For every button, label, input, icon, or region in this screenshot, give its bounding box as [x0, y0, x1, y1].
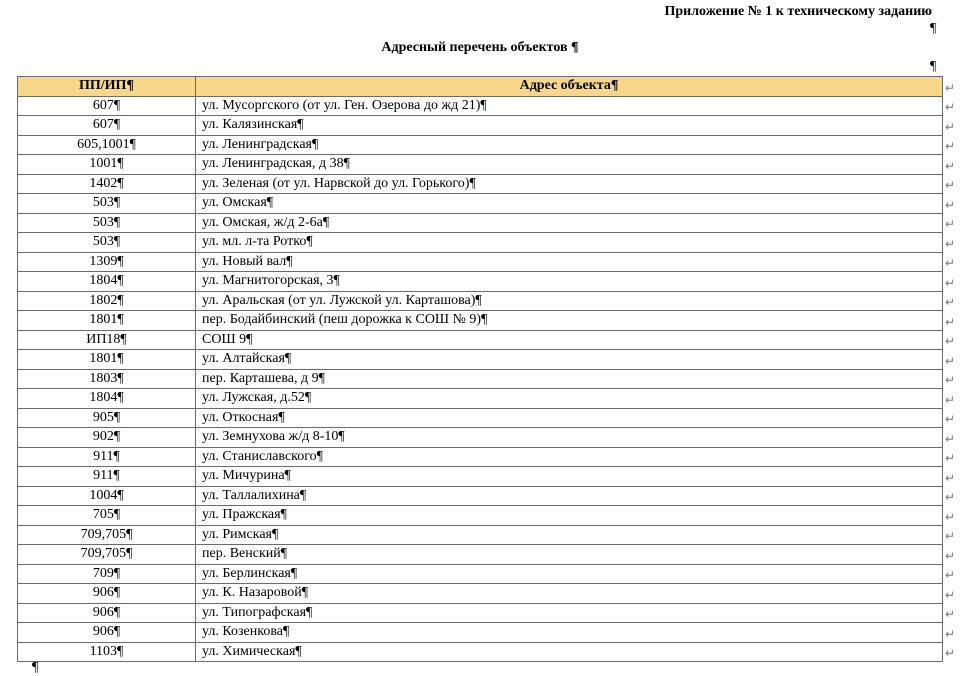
object-address-cell: ул. Новый вал¶ — [196, 252, 943, 272]
row-end-mark: ↵ — [944, 256, 956, 270]
row-end-mark: ↵ — [944, 470, 956, 485]
row-end-mark: ↵ — [944, 119, 956, 134]
row-end-mark: ↵ — [944, 587, 956, 602]
object-address-cell: пер. Бодайбинский (пеш дорожка к СОШ № 9)¶ — [196, 311, 943, 331]
row-end-mark: ↵ — [944, 217, 956, 231]
object-code-cell: 906¶ — [18, 603, 196, 623]
table-row — [18, 506, 943, 526]
object-address-cell: ул. Таллалихина¶ — [196, 486, 943, 506]
object-code-cell: 1103¶ — [18, 642, 196, 662]
row-end-mark: ↵ — [944, 451, 956, 465]
object-code-cell: 905¶ — [18, 408, 196, 428]
row-end-mark: ↵ — [944, 626, 956, 641]
table-row — [18, 194, 943, 214]
object-address-cell: ул. Алтайская¶ — [196, 350, 943, 370]
object-code-cell: 1804¶ — [18, 389, 196, 409]
table-row — [18, 603, 943, 623]
object-code-cell: 705¶ — [18, 506, 196, 526]
paragraph-mark: ¶ — [930, 59, 937, 74]
paragraph-mark: ¶ — [32, 660, 39, 675]
object-code-cell: 607¶ — [18, 116, 196, 136]
object-code-cell: 911¶ — [18, 447, 196, 467]
table-row — [18, 311, 943, 331]
object-address-cell: ул. Аральская (от ул. Лужской ул. Карташова)¶ — [196, 291, 943, 311]
object-address-cell: ул. Омская¶ — [196, 194, 943, 214]
table-row — [18, 389, 943, 409]
object-address-cell: ул. Берлинская¶ — [196, 564, 943, 584]
address-table — [17, 76, 943, 662]
object-address-cell: ул. Лужская, д.52¶ — [196, 389, 943, 409]
table-row — [18, 330, 943, 350]
table-row — [18, 428, 943, 448]
table-row — [18, 408, 943, 428]
table-row — [18, 252, 943, 272]
object-address-cell: ул. Мусоргского (от ул. Ген. Озерова до жд 21)¶ — [196, 96, 943, 116]
table-row — [18, 213, 943, 233]
row-end-mark: ↵ — [944, 509, 956, 524]
row-end-mark: ↵ — [944, 139, 956, 153]
table-row — [18, 447, 943, 467]
object-code-cell: 503¶ — [18, 194, 196, 214]
table-row — [18, 174, 943, 194]
object-address-cell: ул. Козенкова¶ — [196, 623, 943, 643]
row-end-mark: ↵ — [944, 178, 956, 192]
object-address-cell: ул. Ленинградская, д 38¶ — [196, 155, 943, 175]
object-code-cell: 906¶ — [18, 623, 196, 643]
object-address-cell: ул. Мичурина¶ — [196, 467, 943, 487]
object-code-cell: 503¶ — [18, 213, 196, 233]
table-row — [18, 291, 943, 311]
object-address-cell: пер. Карташева, д 9¶ — [196, 369, 943, 389]
table-row — [18, 564, 943, 584]
object-code-cell: 1309¶ — [18, 252, 196, 272]
row-end-mark: ↵ — [944, 295, 956, 309]
row-end-mark: ↵ — [944, 80, 956, 95]
object-code-cell: 1004¶ — [18, 486, 196, 506]
table-row — [18, 369, 943, 389]
row-end-mark: ↵ — [944, 412, 956, 426]
object-code-cell: 709,705¶ — [18, 545, 196, 565]
object-code-cell: 906¶ — [18, 584, 196, 604]
object-code-cell: 1801¶ — [18, 311, 196, 331]
column-header-code: ПП/ИП¶ — [18, 77, 196, 97]
table-header-row — [18, 77, 943, 97]
table-row — [18, 96, 943, 116]
object-code-cell: ИП18¶ — [18, 330, 196, 350]
row-end-mark: ↵ — [944, 373, 956, 387]
row-end-mark: ↵ — [944, 568, 956, 582]
row-end-mark: ↵ — [944, 548, 956, 563]
row-end-mark: ↵ — [944, 236, 956, 251]
object-address-cell: ул. Химическая¶ — [196, 642, 943, 662]
object-code-cell: 1801¶ — [18, 350, 196, 370]
table-row — [18, 233, 943, 253]
table-row — [18, 350, 943, 370]
table-row — [18, 135, 943, 155]
object-code-cell: 1802¶ — [18, 291, 196, 311]
object-code-cell: 911¶ — [18, 467, 196, 487]
object-code-cell: 709¶ — [18, 564, 196, 584]
object-code-cell: 1001¶ — [18, 155, 196, 175]
object-code-cell: 1804¶ — [18, 272, 196, 292]
row-end-mark: ↵ — [944, 392, 956, 407]
table-row — [18, 486, 943, 506]
object-address-cell: пер. Венский¶ — [196, 545, 943, 565]
row-end-mark: ↵ — [944, 197, 956, 212]
object-code-cell: 1803¶ — [18, 369, 196, 389]
object-code-cell: 1402¶ — [18, 174, 196, 194]
table-row — [18, 116, 943, 136]
table-row — [18, 545, 943, 565]
object-address-cell: ул. К. Назаровой¶ — [196, 584, 943, 604]
object-address-cell: ул. Земнухова ж/д 8-10¶ — [196, 428, 943, 448]
object-address-cell: ул. Типографская¶ — [196, 603, 943, 623]
row-end-mark: ↵ — [944, 431, 956, 446]
object-code-cell: 902¶ — [18, 428, 196, 448]
object-address-cell: ул. Омская, ж/д 2-6а¶ — [196, 213, 943, 233]
row-end-mark: ↵ — [944, 490, 956, 504]
row-end-mark: ↵ — [944, 646, 956, 660]
object-address-cell: ул. Ленинградская¶ — [196, 135, 943, 155]
table-row — [18, 467, 943, 487]
object-code-cell: 605,1001¶ — [18, 135, 196, 155]
object-address-cell: ул. Магнитогорская, 3¶ — [196, 272, 943, 292]
row-end-mark: ↵ — [944, 275, 956, 290]
appendix-heading: Приложение № 1 к техническому заданию — [664, 4, 932, 19]
row-end-mark: ↵ — [944, 607, 956, 621]
table-row — [18, 623, 943, 643]
object-address-cell: ул. Пражская¶ — [196, 506, 943, 526]
row-end-mark: ↵ — [944, 314, 956, 329]
object-address-cell: ул. Калязинская¶ — [196, 116, 943, 136]
object-address-cell: ул. Откосная¶ — [196, 408, 943, 428]
object-code-cell: 709,705¶ — [18, 525, 196, 545]
table-row — [18, 525, 943, 545]
row-end-mark: ↵ — [944, 529, 956, 543]
table-row — [18, 642, 943, 662]
object-address-cell: СОШ 9¶ — [196, 330, 943, 350]
table-row — [18, 584, 943, 604]
column-header-address: Адрес объекта¶ — [196, 77, 943, 97]
object-address-cell: ул. мл. л-та Ротко¶ — [196, 233, 943, 253]
object-code-cell: 503¶ — [18, 233, 196, 253]
row-end-mark: ↵ — [944, 334, 956, 348]
object-address-cell: ул. Зеленая (от ул. Нарвской до ул. Горького)¶ — [196, 174, 943, 194]
document-title: Адресный перечень объектов ¶ — [381, 40, 579, 55]
row-end-mark: ↵ — [944, 100, 956, 114]
row-end-mark: ↵ — [944, 158, 956, 173]
paragraph-mark: ¶ — [930, 21, 937, 36]
table-row — [18, 272, 943, 292]
object-address-cell: ул. Римская¶ — [196, 525, 943, 545]
object-address-cell: ул. Станиславского¶ — [196, 447, 943, 467]
object-code-cell: 607¶ — [18, 96, 196, 116]
row-end-mark: ↵ — [944, 353, 956, 368]
table-row — [18, 155, 943, 175]
